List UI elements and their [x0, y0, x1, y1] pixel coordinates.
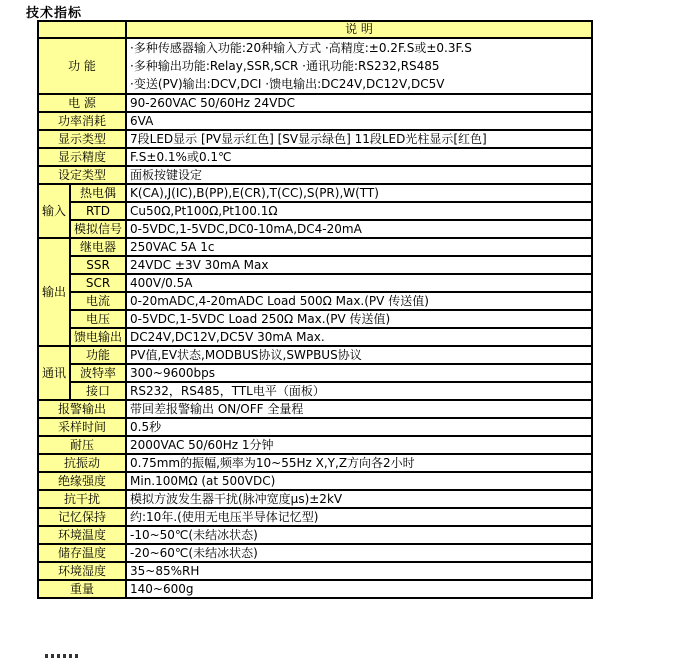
row-label: 环境温度: [38, 526, 126, 544]
spec-row-comm-baud: [38, 364, 592, 382]
row-value: 7段LED显示 [PV显示红色] [SV显示绿色] 11段LED光柱显示[红色]: [126, 130, 592, 148]
spec-row-output-scr: [38, 274, 592, 292]
spec-row-input-rtd: [38, 202, 592, 220]
row-value: 2000VAC 50/60Hz 1分钟: [126, 436, 592, 454]
sub-label: 继电器: [70, 238, 126, 256]
row-label: 功率消耗: [38, 112, 126, 130]
spec-row-storage-temperature: [38, 544, 592, 562]
sub-label: SSR: [70, 256, 126, 274]
spec-row-insulation: [38, 472, 592, 490]
group-label-input: 输入: [38, 184, 70, 238]
sub-label: 热电偶: [70, 184, 126, 202]
sub-label: RTD: [70, 202, 126, 220]
row-value: 模拟方波发生器干扰(脉冲宽度μs)±2kV: [126, 490, 592, 508]
row-label: 显示类型: [38, 130, 126, 148]
row-value: DC24V,DC12V,DC5V 30mA Max.: [126, 328, 592, 346]
row-label: 重量: [38, 580, 126, 598]
spec-row-function: [38, 38, 592, 94]
row-value: 0.75mm的振幅,频率为10~55Hz X,Y,Z方向各2小时: [126, 454, 592, 472]
sub-label: 电压: [70, 310, 126, 328]
spec-row-input-thermocouple: [38, 184, 592, 202]
row-label: 报警输出: [38, 400, 126, 418]
row-value: 140~600g: [126, 580, 592, 598]
function-line-2: ·多种输出功能:Relay,SSR,SCR ·通讯功能:RS232,RS485: [130, 59, 440, 73]
row-value: 0.5秒: [126, 418, 592, 436]
spec-row-output-feed: [38, 328, 592, 346]
row-label: 储存温度: [38, 544, 126, 562]
row-value: 0-20mADC,4-20mADC Load 500Ω Max.(PV 传送值): [126, 292, 592, 310]
spec-row-noise-immunity: [38, 490, 592, 508]
sub-label: 功能: [70, 346, 126, 364]
spec-row-alarm-output: [38, 400, 592, 418]
row-label: 设定类型: [38, 166, 126, 184]
row-label: 绝缘强度: [38, 472, 126, 490]
row-label: 耐压: [38, 436, 126, 454]
spec-row-weight: [38, 580, 592, 598]
spec-row-power-consumption: [38, 112, 592, 130]
row-value: 约:10年.(使用无电压半导体记忆型): [126, 508, 592, 526]
spec-row-sampling-time: [38, 418, 592, 436]
row-value: 0-5VDC,1-5VDC Load 250Ω Max.(PV 传送值): [126, 310, 592, 328]
row-label: 记忆保持: [38, 508, 126, 526]
row-value: RS232，RS485，TTL电平（面板）: [126, 382, 592, 400]
header-row: [38, 21, 592, 38]
sub-label: SCR: [70, 274, 126, 292]
row-value: Min.100MΩ (at 500VDC): [126, 472, 592, 490]
clipped-next-heading: [45, 654, 79, 658]
spec-row-comm-function: [38, 346, 592, 364]
row-value: 0-5VDC,1-5VDC,DC0-10mA,DC4-20mA: [126, 220, 592, 238]
sub-label: 接口: [70, 382, 126, 400]
row-label: 显示精度: [38, 148, 126, 166]
spec-row-display-type: [38, 130, 592, 148]
row-value: [126, 38, 592, 94]
row-label: 抗干扰: [38, 490, 126, 508]
row-value: F.S±0.1%或0.1℃: [126, 148, 592, 166]
sub-label: 电流: [70, 292, 126, 310]
row-value: -20~60℃(未结冰状态): [126, 544, 592, 562]
sub-label: 波特率: [70, 364, 126, 382]
row-label: 功 能: [38, 38, 126, 94]
spec-row-withstand-voltage: [38, 436, 592, 454]
spec-row-display-accuracy: [38, 148, 592, 166]
row-value: 35~85%RH: [126, 562, 592, 580]
spec-row-ambient-temperature: [38, 526, 592, 544]
sub-label: 馈电输出: [70, 328, 126, 346]
row-label: 环境湿度: [38, 562, 126, 580]
page-title: 技术指标: [26, 6, 83, 21]
group-label-comm: 通讯: [38, 346, 70, 400]
row-value: Cu50Ω,Pt100Ω,Pt100.1Ω: [126, 202, 592, 220]
spec-row-ambient-humidity: [38, 562, 592, 580]
header-description-cell: 说 明: [126, 21, 592, 38]
spec-row-memory-retention: [38, 508, 592, 526]
spec-row-comm-interface: [38, 382, 592, 400]
spec-table: [37, 20, 593, 599]
spec-row-setting-type: [38, 166, 592, 184]
spec-row-output-relay: [38, 238, 592, 256]
row-value: 250VAC 5A 1c: [126, 238, 592, 256]
row-value: K(CA),J(IC),B(PP),E(CR),T(CC),S(PR),W(TT): [126, 184, 592, 202]
row-value: 400V/0.5A: [126, 274, 592, 292]
row-label: 电 源: [38, 94, 126, 112]
spec-row-input-analog: [38, 220, 592, 238]
row-value: 6VA: [126, 112, 592, 130]
spec-row-output-ssr: [38, 256, 592, 274]
row-label: 抗振动: [38, 454, 126, 472]
group-label-output: 输出: [38, 238, 70, 346]
spec-row-vibration: [38, 454, 592, 472]
spec-row-output-voltage: [38, 310, 592, 328]
function-line-3: ·变送(PV)输出:DCV,DCI ·馈电输出:DC24V,DC12V,DC5V: [130, 77, 445, 91]
row-value: 面板按键设定: [126, 166, 592, 184]
function-line-1: ·多种传感器输入功能:20种输入方式 ·高精度:±0.2F.S或±0.3F.S: [130, 41, 472, 55]
row-value: PV值,EV状态,MODBUS协议,SWPBUS协议: [126, 346, 592, 364]
spec-row-output-current: [38, 292, 592, 310]
row-value: 90-260VAC 50/60Hz 24VDC: [126, 94, 592, 112]
row-value: 24VDC ±3V 30mA Max: [126, 256, 592, 274]
header-empty-cell: [38, 21, 126, 38]
row-value: -10~50℃(未结冰状态): [126, 526, 592, 544]
sub-label: 模拟信号: [70, 220, 126, 238]
row-value: 带回差报警输出 ON/OFF 全量程: [126, 400, 592, 418]
spec-row-power: [38, 94, 592, 112]
row-value: 300~9600bps: [126, 364, 592, 382]
row-label: 采样时间: [38, 418, 126, 436]
